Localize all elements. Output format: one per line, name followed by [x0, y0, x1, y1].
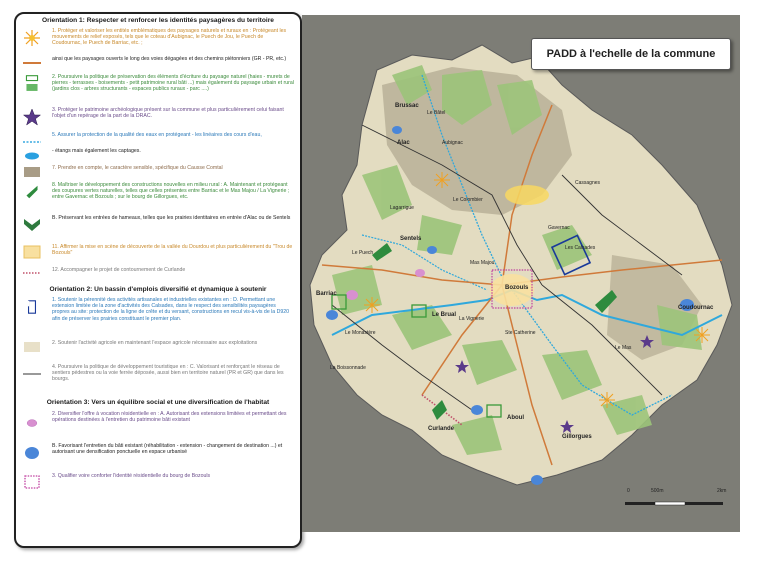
scale-bar — [625, 502, 723, 505]
legend-text: 1. Soutenir la pérennité des activités artisanales et industrielles existantes en : D. Permettant une extension limitée de la zone d'activités des Calsades, dans le respect des sensibilités paysagères propres au site: protection de la ligne de crête et du versant, constructions en recul vis-à-vis de la D920 afin de préserver les prairies constituant le premier plan. — [52, 297, 290, 322]
scale-label-0: 0 — [627, 488, 630, 494]
legend-text: 2. Soutenir l'activité agricole en maintenant l'espace agricole nécessaire aux exploitations — [52, 340, 258, 346]
open-landscape-line-icon — [22, 57, 42, 75]
place-label: Le Bâtel — [427, 110, 446, 116]
legend-item — [20, 132, 296, 148]
activity-zone-icon — [22, 298, 42, 316]
legend-text: 12. Accompagner le projet de contournement de Curlande — [52, 267, 186, 273]
legend-item — [20, 56, 296, 74]
place-label: Le Puech — [352, 250, 374, 256]
legend-item — [20, 473, 296, 489]
orientation-3-heading: Orientation 3: Vers un équilibre social et une diversification de l'habitat — [46, 399, 270, 406]
legend-text: 3. Protéger le patrimoine archéologique présent sur la commune et plus particulièrement celui faisant l'objet d'un repérage de la part de la DRAC. — [52, 107, 284, 120]
orientation-1-heading: Orientation 1: Respecter et renforcer les identités paysagères du territoire — [42, 17, 274, 24]
place-label: Les Calsades — [565, 245, 596, 251]
legend-text: 11. Affirmer la mise en scène de découverte de la vallée du Dourdou et plus particulièrement du "Trou de Bozouls" — [52, 244, 293, 257]
place-label: Gavernac — [548, 225, 570, 231]
place-label: Barriac — [316, 291, 337, 297]
legend-item — [20, 364, 296, 392]
legend-text: 3. Qualifier voire conforter l'identité résidentielle du bourg de Bozouls — [52, 473, 211, 479]
legend-text: 2. Diversifier l'offre à vocation résidentielle en : A. Autorisant des extensions limitées et permettant des opérations destinées à l'entretien du patrimoine bâti existant — [52, 411, 287, 424]
legend-text: 1. Protéger et valoriser les entités emblématiques des paysages naturels et ruraux en : Protégeant les mouvements de relief exposés, tels que le coteau d'Aubignac, le Puech de Jou, le Puech de Coudournac, le Puech de Barriac, etc. ; — [52, 28, 287, 47]
legend-item — [20, 148, 296, 162]
legend-item — [20, 215, 296, 239]
place-label: Aboul — [507, 415, 524, 421]
hiking-trail-line-icon — [22, 365, 42, 383]
archaeology-star-icon — [22, 108, 42, 126]
valley-discovery-area — [505, 185, 549, 205]
scale-label-2km: 2km — [717, 488, 727, 494]
place-label: Gillorgues — [562, 434, 592, 440]
legend-item — [20, 165, 296, 179]
legend-item — [20, 297, 296, 337]
place-label: Curlande — [428, 426, 455, 432]
landscape-elements-icon — [22, 75, 42, 93]
place-label: Aubignac — [442, 140, 463, 146]
legend-text: ainsi que les paysages ouverts le long des voies dégagées et des chemins piétonniers (GR - PR, etc.) — [52, 56, 287, 62]
place-label: Le Brual — [432, 312, 457, 318]
place-label: Cassagnes — [575, 180, 601, 186]
legend-item — [20, 267, 296, 279]
legend-text: 8. Maîtriser le développement des constructions nouvelles en milieu rural : A. Maintenant et protégeant des coupures vertes naturelles, telles que celles présentes entre Barriac et le Mas Majou / La Vignerie ; entre Gavernac et Bozouls ; sur le bourg de Gillorgues, etc. — [52, 182, 290, 201]
place-label: Alac — [397, 140, 410, 146]
place-label: La Vignerie — [459, 316, 485, 322]
legend-item — [20, 443, 296, 467]
legend-item — [20, 107, 296, 127]
legend-text: 2. Poursuivre la politique de préservation des éléments d'écriture du paysage naturel (haies - murets de pierres - terrasses - boisements - petit patrimoine rural bâti ...) mais également du paysage urbain et rural (jardins clos - arbres structurants - espaces publics ruraux - parc ....) — [52, 74, 294, 93]
legend-panel — [14, 12, 302, 548]
legend-text: 5. Assurer la protection de la qualité des eaux en protégeant - les linéaires des cours d'eau, — [52, 132, 262, 138]
legend-item — [20, 244, 296, 264]
map-title: PADD à l'echelle de la commune — [531, 38, 731, 70]
legend-item — [20, 340, 296, 360]
residential-densification-icon — [22, 444, 42, 462]
place-label: Le Mas — [615, 345, 632, 351]
valley-discovery-icon — [22, 245, 42, 263]
residential-limited-icon — [22, 412, 42, 430]
place-label: Ste Catherine — [505, 330, 536, 336]
place-label: Sentels — [400, 236, 422, 242]
legend-text: B. Favorisant l'entretien du bâti existant (réhabilitation - extension - changement de destination ...) et autorisant une densification ponctuelle en espace urbanisé — [52, 443, 283, 456]
scale-label-500m: 500m — [651, 488, 664, 494]
orientation-2-heading: Orientation 2: Un bassin d'emplois diversifié et dynamique à soutenir — [49, 286, 267, 293]
place-label: Le Colombier — [453, 197, 483, 203]
legend-item — [20, 28, 296, 56]
legend-item — [20, 74, 296, 104]
legend-text: 4. Poursuivre la politique de développement touristique en : C. Valorisant et renforçant le réseau de sentiers pédestres ou la voie ferrée déposée, aussi bien en territoire naturel (PR et GR) que dans les bourgs. — [52, 364, 284, 383]
agricultural-area-icon — [22, 341, 42, 359]
legend-item — [20, 411, 296, 439]
place-label: Bozouls — [505, 285, 529, 291]
legend-text: B. Préservant les entrées de hameaux, telles que les prairies identitaires en entrée d'Alac ou de Sentels — [52, 215, 291, 221]
bozouls-identity-icon — [22, 474, 42, 492]
commune-map — [302, 15, 740, 532]
green-break-icon — [22, 183, 42, 201]
legend-item — [20, 182, 296, 214]
legend-text: 7. Prendre en compte, le caractère sensible, spécifique du Causse Comtal — [52, 165, 223, 171]
place-label: Le Monastère — [345, 330, 376, 336]
legend-text: - étangs mais également les captages. — [52, 148, 141, 154]
place-label: La Boissonnade — [330, 365, 366, 371]
place-label: Brussac — [395, 103, 419, 109]
place-label: Lagarrigue — [390, 205, 414, 211]
sun-symbol-icon — [22, 29, 42, 47]
bypass-dotted-line-icon — [22, 268, 42, 286]
hamlet-entrance-icon — [22, 216, 42, 234]
place-label: Coudournac — [678, 305, 714, 311]
place-label: Mas Majou — [470, 260, 495, 266]
